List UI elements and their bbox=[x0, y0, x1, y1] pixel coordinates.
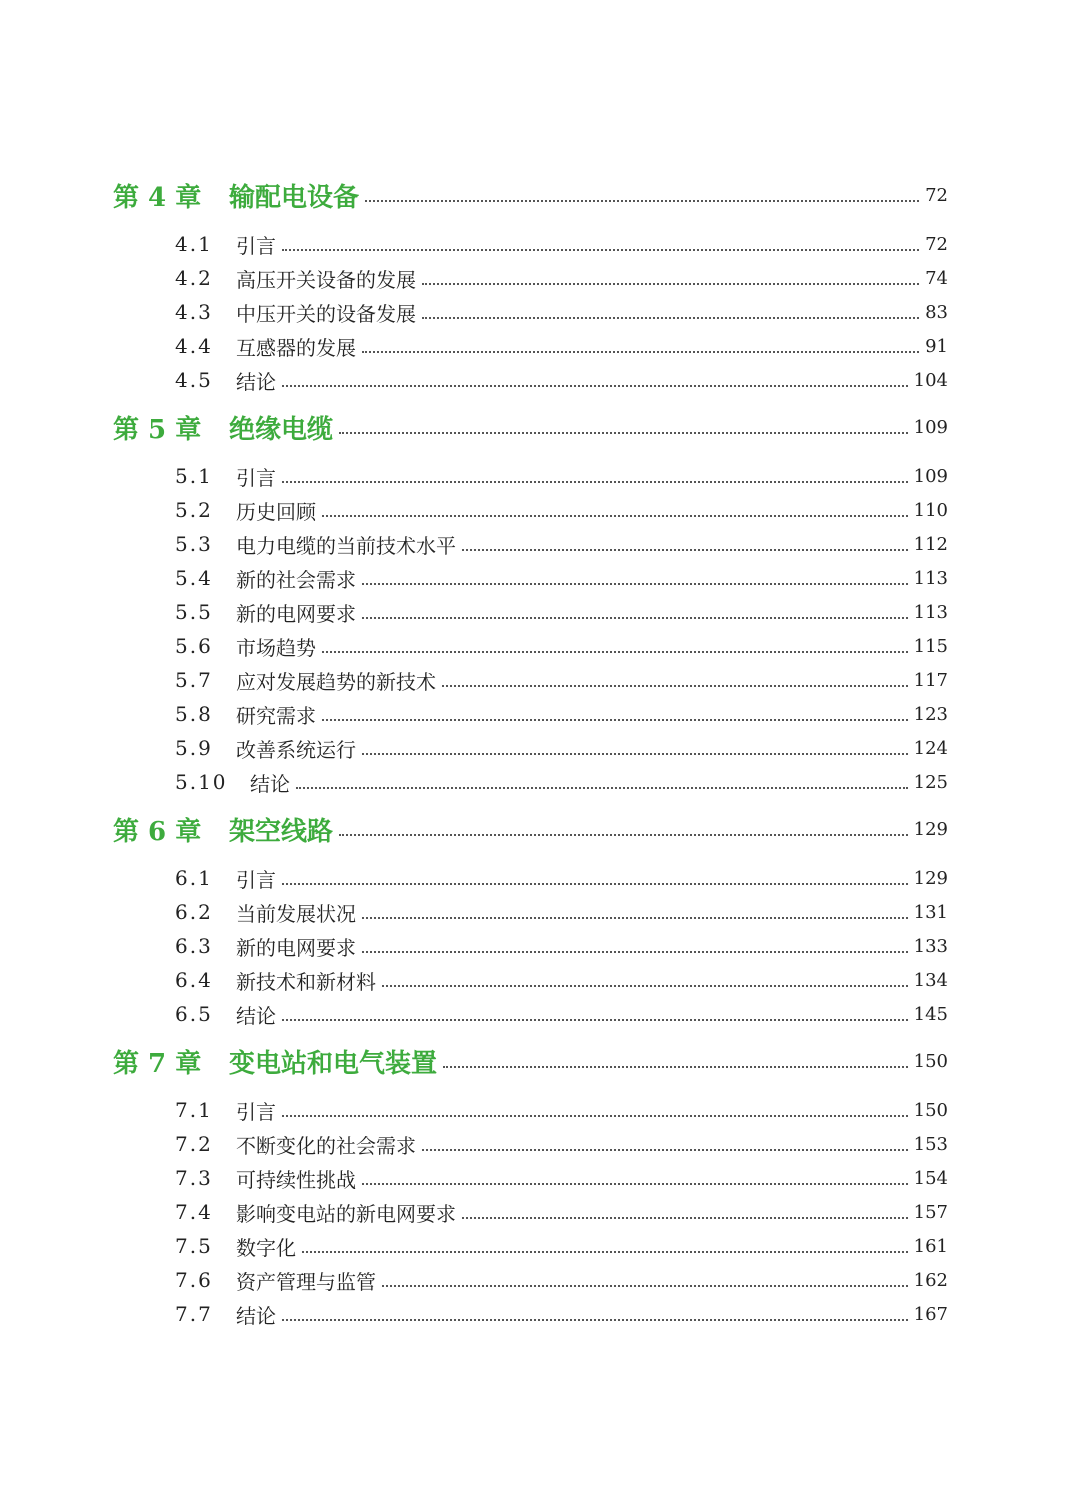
section-title: 高压开关设备的发展 bbox=[236, 267, 416, 292]
chapter-label: 第 4 章 bbox=[113, 182, 202, 213]
dot-leader bbox=[322, 515, 908, 517]
dot-leader bbox=[362, 951, 908, 953]
page-number: 117 bbox=[913, 669, 948, 691]
section-title: 可持续性挑战 bbox=[236, 1167, 356, 1192]
page-number: 129 bbox=[913, 818, 948, 840]
page-number: 125 bbox=[913, 771, 948, 793]
section-title: 中压开关的设备发展 bbox=[236, 301, 416, 326]
dot-leader bbox=[362, 617, 908, 619]
section-entry[interactable] bbox=[113, 561, 948, 595]
dot-leader bbox=[282, 385, 908, 387]
section-entry[interactable] bbox=[113, 629, 948, 663]
dot-leader bbox=[339, 432, 908, 434]
page-number: 83 bbox=[925, 301, 948, 323]
section-entry[interactable] bbox=[113, 363, 948, 397]
section-title: 不断变化的社会需求 bbox=[236, 1133, 416, 1158]
section-number: 7.7 bbox=[175, 1302, 213, 1326]
section-number: 7.1 bbox=[175, 1098, 213, 1122]
section-entry[interactable] bbox=[113, 963, 948, 997]
dot-leader bbox=[282, 1319, 908, 1321]
section-number: 5.9 bbox=[175, 736, 213, 760]
section-number: 5.5 bbox=[175, 600, 213, 624]
section-title: 新的电网要求 bbox=[236, 935, 356, 960]
section-entry[interactable] bbox=[113, 227, 948, 261]
page-number: 72 bbox=[925, 233, 948, 255]
section-number: 4.2 bbox=[175, 266, 213, 290]
page-number: 104 bbox=[913, 369, 948, 391]
section-title: 改善系统运行 bbox=[236, 737, 356, 762]
page-number: 109 bbox=[913, 416, 948, 438]
section-entry[interactable] bbox=[113, 731, 948, 765]
dot-leader bbox=[462, 549, 908, 551]
page-number: 131 bbox=[913, 901, 948, 923]
chapter-title: 绝缘电缆 bbox=[229, 414, 334, 445]
dot-leader bbox=[282, 883, 908, 885]
section-entry[interactable] bbox=[113, 1093, 948, 1127]
dot-leader bbox=[443, 1066, 908, 1068]
section-number: 5.2 bbox=[175, 498, 213, 522]
section-number: 7.4 bbox=[175, 1200, 213, 1224]
section-title: 新的社会需求 bbox=[236, 567, 356, 592]
chapter-label: 第 7 章 bbox=[113, 1048, 202, 1079]
section-number: 4.1 bbox=[175, 232, 213, 256]
dot-leader bbox=[296, 787, 908, 789]
dot-leader bbox=[282, 1019, 908, 1021]
section-entry[interactable] bbox=[113, 861, 948, 895]
section-title: 市场趋势 bbox=[236, 635, 316, 660]
section-title: 应对发展趋势的新技术 bbox=[236, 669, 436, 694]
section-title: 结论 bbox=[236, 369, 276, 394]
section-entry[interactable] bbox=[113, 459, 948, 493]
section-entry[interactable] bbox=[113, 1263, 948, 1297]
section-entry[interactable] bbox=[113, 697, 948, 731]
section-entry[interactable] bbox=[113, 1195, 948, 1229]
section-title: 新技术和新材料 bbox=[236, 969, 376, 994]
dot-leader bbox=[362, 583, 908, 585]
section-number: 7.2 bbox=[175, 1132, 213, 1156]
section-title: 引言 bbox=[236, 465, 276, 490]
section-entry[interactable] bbox=[113, 663, 948, 697]
page-number: 124 bbox=[913, 737, 948, 759]
page-number: 109 bbox=[913, 465, 948, 487]
chapter-title: 变电站和电气装置 bbox=[229, 1048, 438, 1079]
page-number: 150 bbox=[913, 1050, 948, 1072]
dot-leader bbox=[362, 351, 919, 353]
chapter-entry[interactable] bbox=[113, 403, 948, 451]
page-number: 154 bbox=[913, 1167, 948, 1189]
section-entry[interactable] bbox=[113, 527, 948, 561]
section-number: 6.4 bbox=[175, 968, 213, 992]
section-number: 5.4 bbox=[175, 566, 213, 590]
section-title: 数字化 bbox=[236, 1235, 296, 1260]
section-title: 影响变电站的新电网要求 bbox=[236, 1201, 456, 1226]
section-entry[interactable] bbox=[113, 929, 948, 963]
section-entry[interactable] bbox=[113, 997, 948, 1031]
dot-leader bbox=[382, 1285, 908, 1287]
page-number: 112 bbox=[913, 533, 948, 555]
section-number: 6.3 bbox=[175, 934, 213, 958]
section-entry[interactable] bbox=[113, 765, 948, 799]
chapter-title: 输配电设备 bbox=[229, 182, 360, 213]
page-number: 133 bbox=[913, 935, 948, 957]
page-number: 150 bbox=[913, 1099, 948, 1121]
section-title: 当前发展状况 bbox=[236, 901, 356, 926]
section-entry[interactable] bbox=[113, 1297, 948, 1331]
section-number: 4.3 bbox=[175, 300, 213, 324]
section-title: 研究需求 bbox=[236, 703, 316, 728]
chapter-label: 第 5 章 bbox=[113, 414, 202, 445]
section-number: 5.8 bbox=[175, 702, 213, 726]
page-number: 113 bbox=[913, 601, 948, 623]
section-number: 5.10 bbox=[175, 770, 228, 794]
section-entry[interactable] bbox=[113, 329, 948, 363]
page-number: 91 bbox=[925, 335, 948, 357]
section-number: 6.5 bbox=[175, 1002, 213, 1026]
page-number: 110 bbox=[913, 499, 948, 521]
chapter-entry[interactable] bbox=[113, 171, 948, 219]
dot-leader bbox=[302, 1251, 908, 1253]
section-entry[interactable] bbox=[113, 895, 948, 929]
section-title: 电力电缆的当前技术水平 bbox=[236, 533, 456, 558]
section-title: 引言 bbox=[236, 867, 276, 892]
section-number: 6.1 bbox=[175, 866, 213, 890]
dot-leader bbox=[282, 481, 908, 483]
section-title: 历史回顾 bbox=[236, 499, 316, 524]
dot-leader bbox=[322, 651, 908, 653]
page-number: 74 bbox=[925, 267, 948, 289]
section-title: 结论 bbox=[236, 1303, 276, 1328]
page-number: 134 bbox=[913, 969, 948, 991]
section-number: 5.1 bbox=[175, 464, 213, 488]
section-entry[interactable] bbox=[113, 1161, 948, 1195]
section-title: 互感器的发展 bbox=[236, 335, 356, 360]
section-title: 结论 bbox=[250, 771, 290, 796]
dot-leader bbox=[422, 317, 919, 319]
dot-leader bbox=[462, 1217, 908, 1219]
section-entry[interactable] bbox=[113, 595, 948, 629]
chapter-label: 第 6 章 bbox=[113, 816, 202, 847]
section-number: 5.6 bbox=[175, 634, 213, 658]
dot-leader bbox=[362, 917, 908, 919]
section-entry[interactable] bbox=[113, 1127, 948, 1161]
section-number: 4.5 bbox=[175, 368, 213, 392]
section-title: 新的电网要求 bbox=[236, 601, 356, 626]
table-of-contents bbox=[113, 171, 948, 1331]
dot-leader bbox=[422, 1149, 908, 1151]
section-entry[interactable] bbox=[113, 1229, 948, 1263]
section-number: 4.4 bbox=[175, 334, 213, 358]
section-title: 资产管理与监管 bbox=[236, 1269, 376, 1294]
page-number: 153 bbox=[913, 1133, 948, 1155]
section-title: 引言 bbox=[236, 1099, 276, 1124]
chapter-entry[interactable] bbox=[113, 1037, 948, 1085]
section-number: 7.5 bbox=[175, 1234, 213, 1258]
dot-leader bbox=[365, 200, 919, 202]
section-number: 7.3 bbox=[175, 1166, 213, 1190]
page-number: 161 bbox=[913, 1235, 948, 1257]
chapter-entry[interactable] bbox=[113, 805, 948, 853]
section-title: 引言 bbox=[236, 233, 276, 258]
section-number: 5.7 bbox=[175, 668, 213, 692]
section-entry[interactable] bbox=[113, 493, 948, 527]
dot-leader bbox=[382, 985, 908, 987]
dot-leader bbox=[422, 283, 919, 285]
section-number: 6.2 bbox=[175, 900, 213, 924]
page-number: 123 bbox=[913, 703, 948, 725]
dot-leader bbox=[362, 1183, 908, 1185]
section-entry[interactable] bbox=[113, 261, 948, 295]
dot-leader bbox=[362, 753, 908, 755]
dot-leader bbox=[442, 685, 908, 687]
section-number: 5.3 bbox=[175, 532, 213, 556]
dot-leader bbox=[282, 1115, 908, 1117]
dot-leader bbox=[339, 834, 908, 836]
page-number: 115 bbox=[913, 635, 948, 657]
dot-leader bbox=[322, 719, 908, 721]
chapter-title: 架空线路 bbox=[229, 816, 334, 847]
dot-leader bbox=[282, 249, 919, 251]
page-number: 113 bbox=[913, 567, 948, 589]
section-title: 结论 bbox=[236, 1003, 276, 1028]
page-number: 162 bbox=[913, 1269, 948, 1291]
page-number: 72 bbox=[925, 184, 948, 206]
page-number: 167 bbox=[913, 1303, 948, 1325]
section-number: 7.6 bbox=[175, 1268, 213, 1292]
page-number: 129 bbox=[913, 867, 948, 889]
section-entry[interactable] bbox=[113, 295, 948, 329]
page-number: 157 bbox=[913, 1201, 948, 1223]
page-number: 145 bbox=[913, 1003, 948, 1025]
